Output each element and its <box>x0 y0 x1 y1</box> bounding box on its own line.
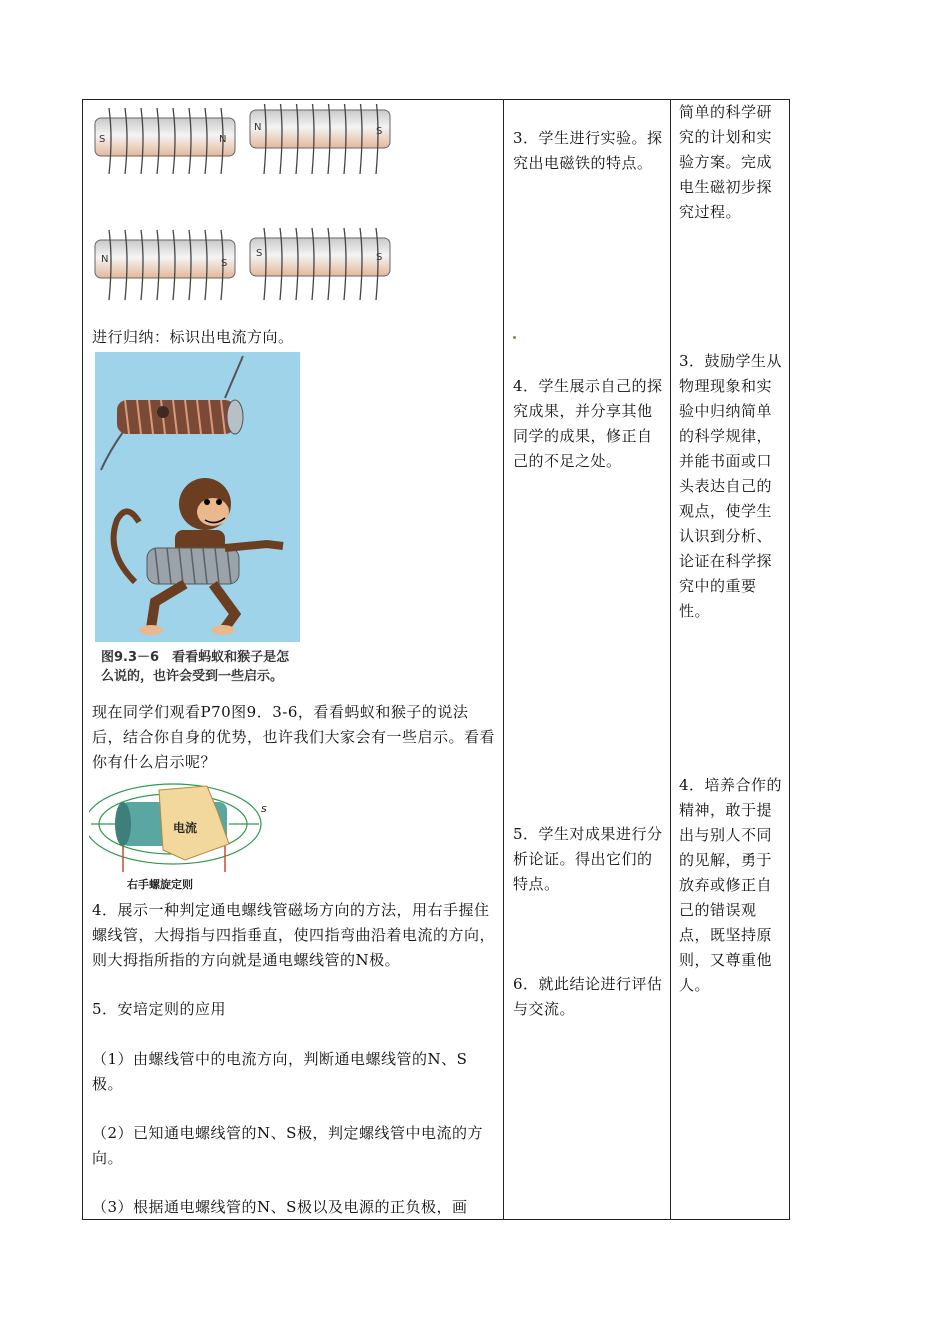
pole-label: S <box>376 252 383 263</box>
view-figure-text: 现在同学们观看P70图9．3-6，看看蚂蚁和猴子的说法后，结合你自身的优势，也许我们大家会有一些启示。看看你有什么启示呢？ <box>92 703 496 771</box>
right-hand-rule-figure <box>89 780 271 892</box>
ant-monkey-illustration <box>95 352 300 642</box>
pole-label: S <box>221 258 228 269</box>
pole-label: S <box>99 134 106 145</box>
south-pole-label: s <box>261 802 267 815</box>
intent-item-top: 简单的科学研究的计划和实验方案。完成电生磁初步探究过程。 <box>679 103 773 221</box>
solenoid-1 <box>95 108 235 174</box>
figure-caption: 么说的，也许会受到一些启示。 <box>101 669 284 684</box>
figure-caption: 图9.3－6 看看蚂蚁和猴子是怎 <box>101 650 290 665</box>
solenoid-2 <box>250 104 390 174</box>
pole-label: N <box>101 254 109 265</box>
summary-text: 进行归纳：标识出电流方向。 <box>92 328 294 346</box>
solenoid-figures <box>91 104 391 309</box>
right-hand-rule-text: 4．展示一种判定通电螺线管磁场方向的方法，用右手握住螺线管，大拇指与四指垂直，使四指弯曲沿着电流的方向，则大拇指所指的方向就是通电螺线管的N极。 <box>92 901 496 969</box>
current-label: 电流 <box>173 821 198 835</box>
pole-label: S <box>256 248 263 259</box>
teacher-activity-cell <box>83 100 503 1219</box>
intent-item-3: 3．鼓励学生从物理现象和实验中归纳简单的科学规律，并能书面或口头表达自己的观点，使学生认识到分析、论证在科学探究中的重要性。 <box>679 352 783 620</box>
solenoid-3 <box>95 230 235 300</box>
pole-label: N <box>219 134 227 145</box>
lesson-table <box>82 99 790 1220</box>
intent-item-4: 4．培养合作的精神，敢于提出与别人不同的见解，勇于放弃或修正自己的错误观点，既坚持原则，又尊重他人。 <box>679 776 783 994</box>
application-item-3: （3）根据通电螺线管的N、S极以及电源的正负极，画 <box>92 1198 468 1216</box>
solenoid-4 <box>250 228 390 300</box>
student-item-5: 5．学生对成果进行分析论证。得出它们的特点。 <box>513 825 663 893</box>
application-item-2: （2）已知通电螺线管的N、S极，判定螺线管中电流的方向。 <box>92 1124 483 1167</box>
figure-caption: 右手螺旋定则 <box>127 878 193 891</box>
design-intent-cell <box>671 100 789 1219</box>
section-heading: 5．安培定则的应用 <box>92 1000 227 1018</box>
student-item-6: 6．就此结论进行评估与交流。 <box>513 975 663 1018</box>
marker-dot <box>513 336 516 339</box>
application-item-1: （1）由螺线管中的电流方向，判断通电螺线管的N、S极。 <box>92 1050 468 1093</box>
student-activity-cell <box>504 100 670 1219</box>
pole-label: S <box>376 126 383 137</box>
pole-label: N <box>254 122 262 133</box>
student-item-3: 3．学生进行实验。探究出电磁铁的特点。 <box>513 129 663 172</box>
student-item-4: 4．学生展示自己的探究成果，并分享其他同学的成果，修正自己的不足之处。 <box>513 377 663 470</box>
